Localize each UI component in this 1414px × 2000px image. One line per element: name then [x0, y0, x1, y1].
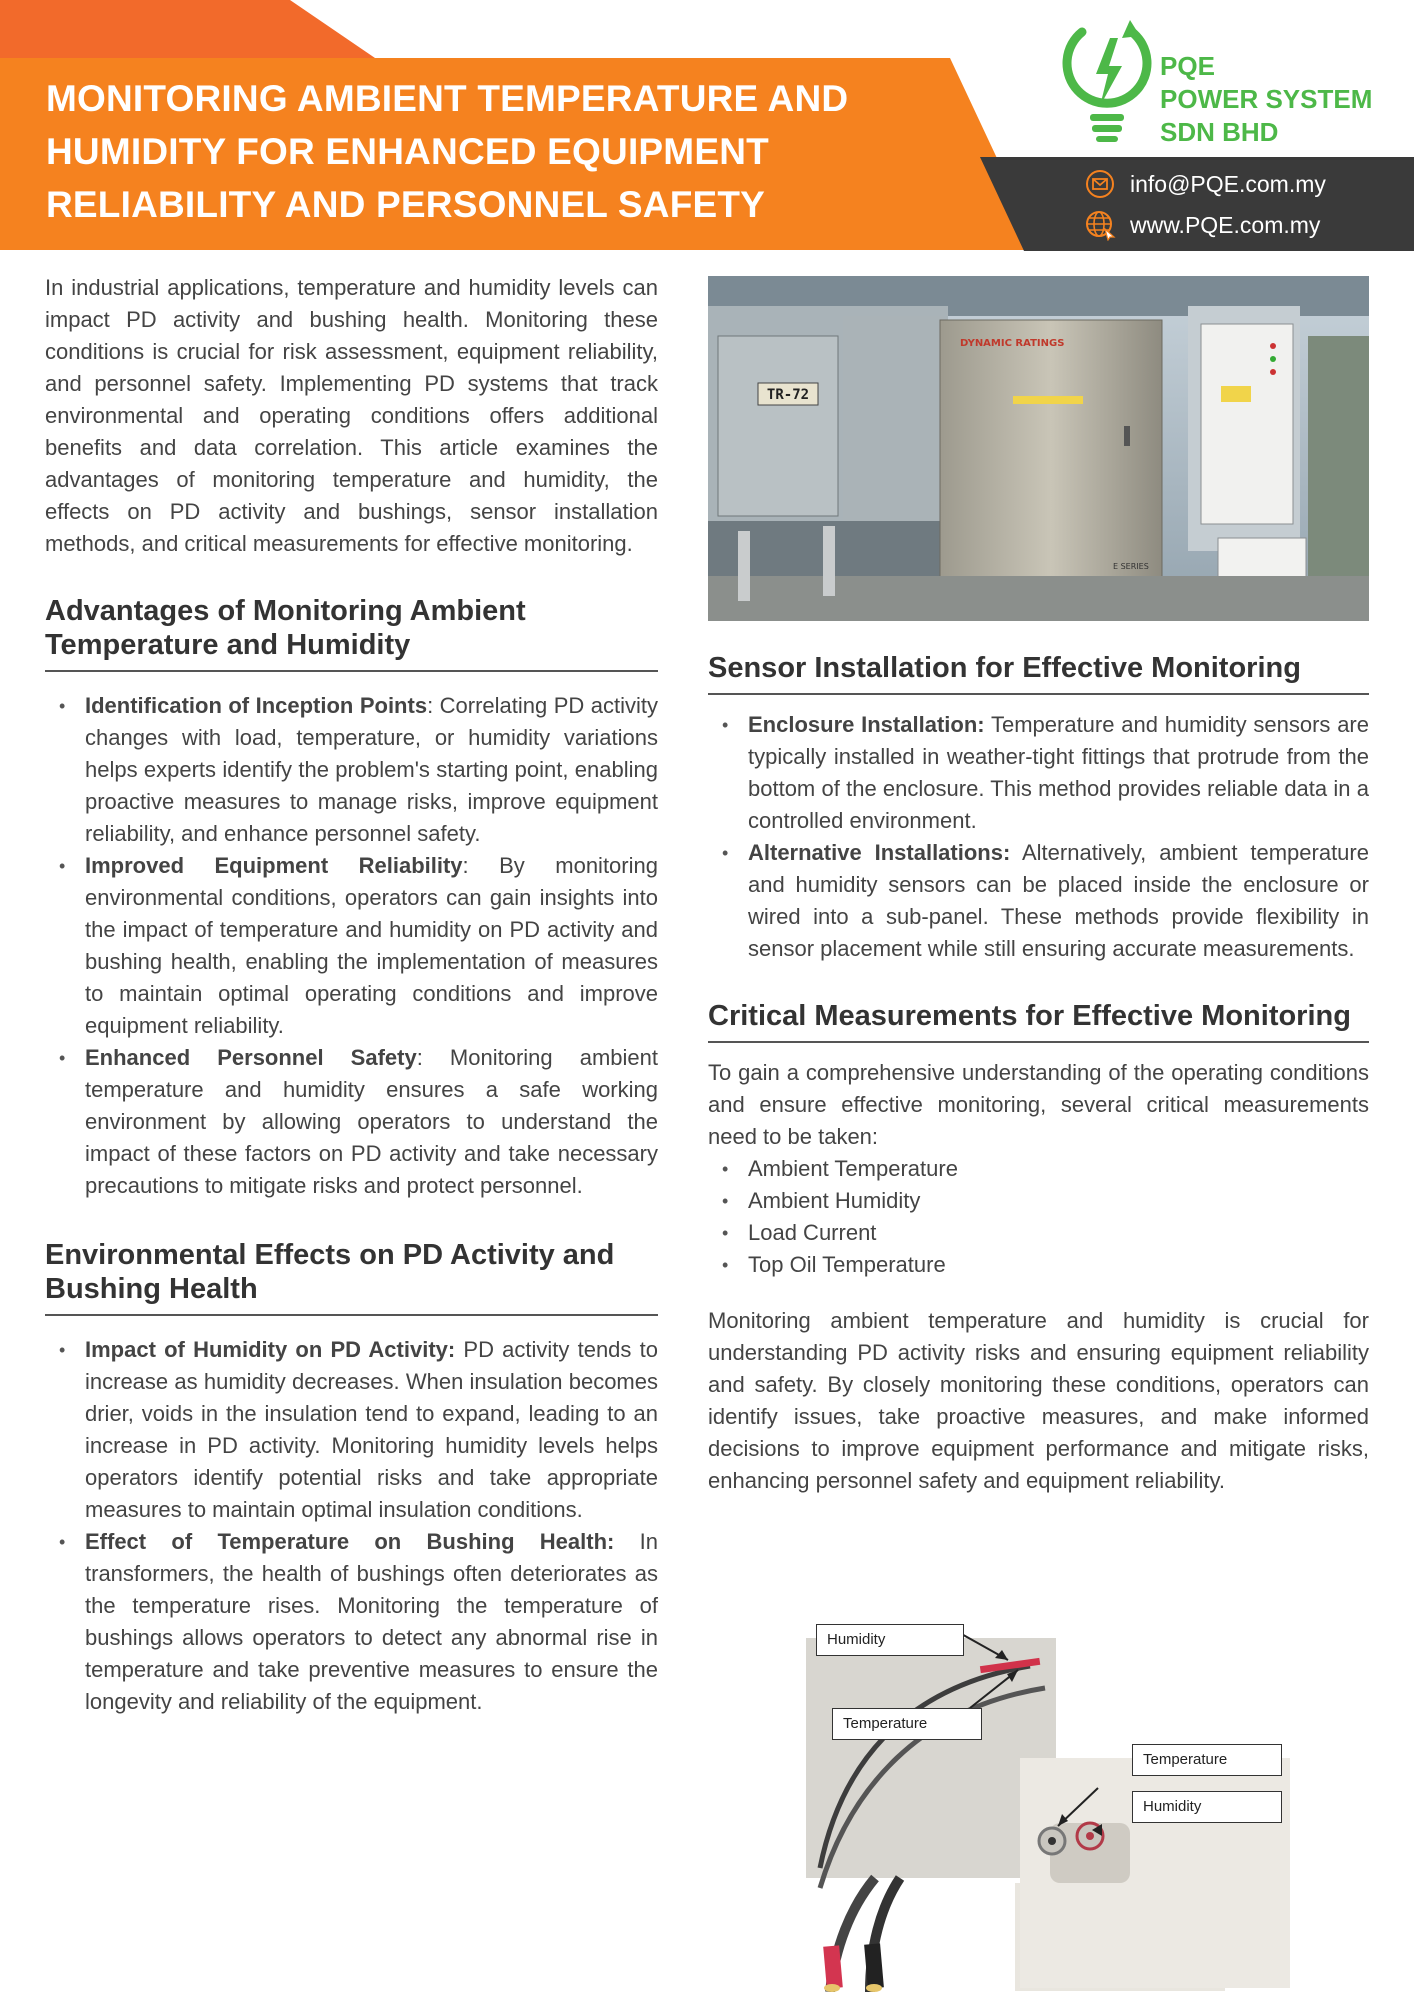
title-line-2: HUMIDITY FOR ENHANCED EQUIPMENT — [46, 131, 769, 172]
title-line-1: MONITORING AMBIENT TEMPERATURE AND — [46, 78, 849, 119]
company-line-2: POWER SYSTEM — [1160, 84, 1373, 114]
effects-list — [45, 1334, 658, 1718]
globe-icon — [1084, 209, 1116, 241]
advantages-list — [45, 690, 658, 1202]
list-item: • Load Current — [708, 1217, 1369, 1249]
item-text: Alternatively, ambient temperature and humidity sensors can be placed inside the enclosure or wired into a sub-panel. These methods provide flexibility in sensor placement while still ensuring accurate measurements. — [748, 840, 1369, 961]
advantages-heading: Advantages of Monitoring Ambient Temperature and Humidity — [45, 594, 658, 672]
temperature-callout-right: Temperature — [1132, 1744, 1282, 1776]
sensor-figure — [780, 1608, 1300, 1992]
item-term: Enhanced Personnel Safety — [85, 1045, 417, 1070]
critical-intro: To gain a comprehensive understanding of the operating conditions and ensure effective monitoring, several critical measurements need to be taken: — [708, 1060, 1369, 1149]
item-text: Monitoring ambient temperature and humidity ensures a safe working environment by allowing operators to understand the impact of these factors on PD activity and take necessary precautions to mitigate risks and protect personnel. — [85, 1045, 658, 1198]
item-term: Effect of Temperature on Bushing Health: — [85, 1529, 615, 1554]
item-term: Alternative Installations: — [748, 840, 1011, 865]
list-item: • Ambient Temperature — [708, 1153, 1369, 1185]
item-term: Improved Equipment Reliability — [85, 853, 463, 878]
enclosure-series: E SERIES — [1113, 562, 1149, 571]
effects-heading: Environmental Effects on PD Activity and Bushing Health — [45, 1238, 658, 1316]
right-column — [708, 651, 1369, 1497]
transformer-tag: TR-72 — [766, 387, 810, 403]
equipment-photo — [708, 276, 1369, 621]
item-term: Impact of Humidity on PD Activity: — [85, 1337, 456, 1362]
conclusion-paragraph: Monitoring ambient temperature and humidity is crucial for understanding PD activity risks and ensuring equipment reliability and safety. By closely monitoring these conditions, operators can identify issues, take proactive measures, and make informed decisions to improve equipment performance and mitigate risks, enhancing personnel safety and equipment reliability. — [708, 1308, 1369, 1493]
list-item: • Enhanced Personnel Safety: Monitoring ambient temperature and humidity ensures a safe working environment by allowing operators to understand the impact of these factors on PD activity and take necessary precautions to mitigate risks and protect personnel. — [45, 1042, 658, 1202]
website-row — [1084, 209, 1320, 241]
installation-list — [708, 709, 1369, 965]
list-item: • Ambient Humidity — [708, 1185, 1369, 1217]
email-icon — [1084, 168, 1116, 200]
company-line-3: SDN BHD — [1160, 117, 1279, 147]
left-column — [45, 272, 658, 1718]
item-term: Enclosure Installation: — [748, 712, 985, 737]
critical-heading: Critical Measurements for Effective Monitoring — [708, 999, 1369, 1043]
email-row — [1084, 168, 1326, 200]
page-title — [46, 72, 946, 231]
humidity-callout-right: Humidity — [1132, 1791, 1282, 1823]
item-text: By monitoring environmental conditions, operators can gain insights into the impact of temperature and humidity on PD activity and bushing health, enabling the implementation of measures to maintain optimal operating conditions and improve equipment reliability. — [85, 853, 658, 1038]
list-item: • Top Oil Temperature — [708, 1249, 1369, 1281]
humidity-callout-top: Humidity — [816, 1624, 964, 1656]
header-accent-tab — [0, 0, 375, 58]
enclosure-brand: DYNAMIC RATINGS — [960, 338, 1065, 349]
intro-paragraph: In industrial applications, temperature and humidity levels can impact PD activity and bushing health. Monitoring these conditions is crucial for risk assessment, equipment reliability, and personnel safety. Implementing PD systems that track environmental and operating conditions offers additional benefits and data correlation. This article examines the advantages of monitoring temperature and humidity, the effects on PD activity and bushings, sensor installation methods, and critical measurements for effective monitoring. — [45, 275, 658, 556]
temperature-callout-top: Temperature — [832, 1708, 982, 1740]
item-text: Temperature and humidity sensors are typically installed in weather-tight fittings that protrude from the bottom of the enclosure. This method provides reliable data in a controlled environment. — [748, 712, 1369, 833]
website-link[interactable]: www.PQE.com.my — [1130, 211, 1321, 238]
installation-heading: Sensor Installation for Effective Monitoring — [708, 651, 1369, 695]
list-item: • Improved Equipment Reliability: By monitoring environmental conditions, operators can gain insights into the impact of temperature and humidity on PD activity and bushing health, enabling the implementation of measures to maintain optimal operating conditions and improve equipment reliability. — [45, 850, 658, 1042]
list-item: • Identification of Inception Points: Correlating PD activity changes with load, temperature, or humidity variations helps experts identify the problem's starting point, enabling proactive measures to manage risks, improve equipment reliability, and enhance personnel safety. — [45, 690, 658, 850]
company-line-1: PQE — [1160, 51, 1215, 81]
item-text: PD activity tends to increase as humidity decreases. When insulation becomes drier, voids in the insulation tend to expand, leading to an increase in PD activity. Monitoring humidity levels helps operators identify potential risks and take appropriate measures to maintain optimal insulation conditions. — [85, 1337, 658, 1522]
list-item — [45, 1334, 658, 1526]
lightbulb-logo-icon — [1052, 14, 1162, 144]
list-item — [708, 709, 1369, 837]
title-line-3: RELIABILITY AND PERSONNEL SAFETY — [46, 184, 766, 225]
measurements-list — [708, 1153, 1369, 1281]
email-link[interactable]: info@PQE.com.my — [1130, 170, 1326, 197]
list-item — [708, 837, 1369, 965]
item-term: Identification of Inception Points — [85, 693, 428, 718]
list-item — [45, 1526, 658, 1718]
company-name — [1160, 50, 1372, 149]
item-text: Correlating PD activity changes with load, temperature, or humidity variations helps experts identify the problem's starting point, enabling proactive measures to manage risks, improve equipment reliability, and enhance personnel safety. — [85, 693, 658, 846]
item-text: In transformers, the health of bushings often deteriorates as the temperature rises. Monitoring the temperature of bushings allows operators to detect any abnormal rise in temperature and take preventive measures to ensure the longevity and reliability of the equipment. — [85, 1529, 658, 1714]
